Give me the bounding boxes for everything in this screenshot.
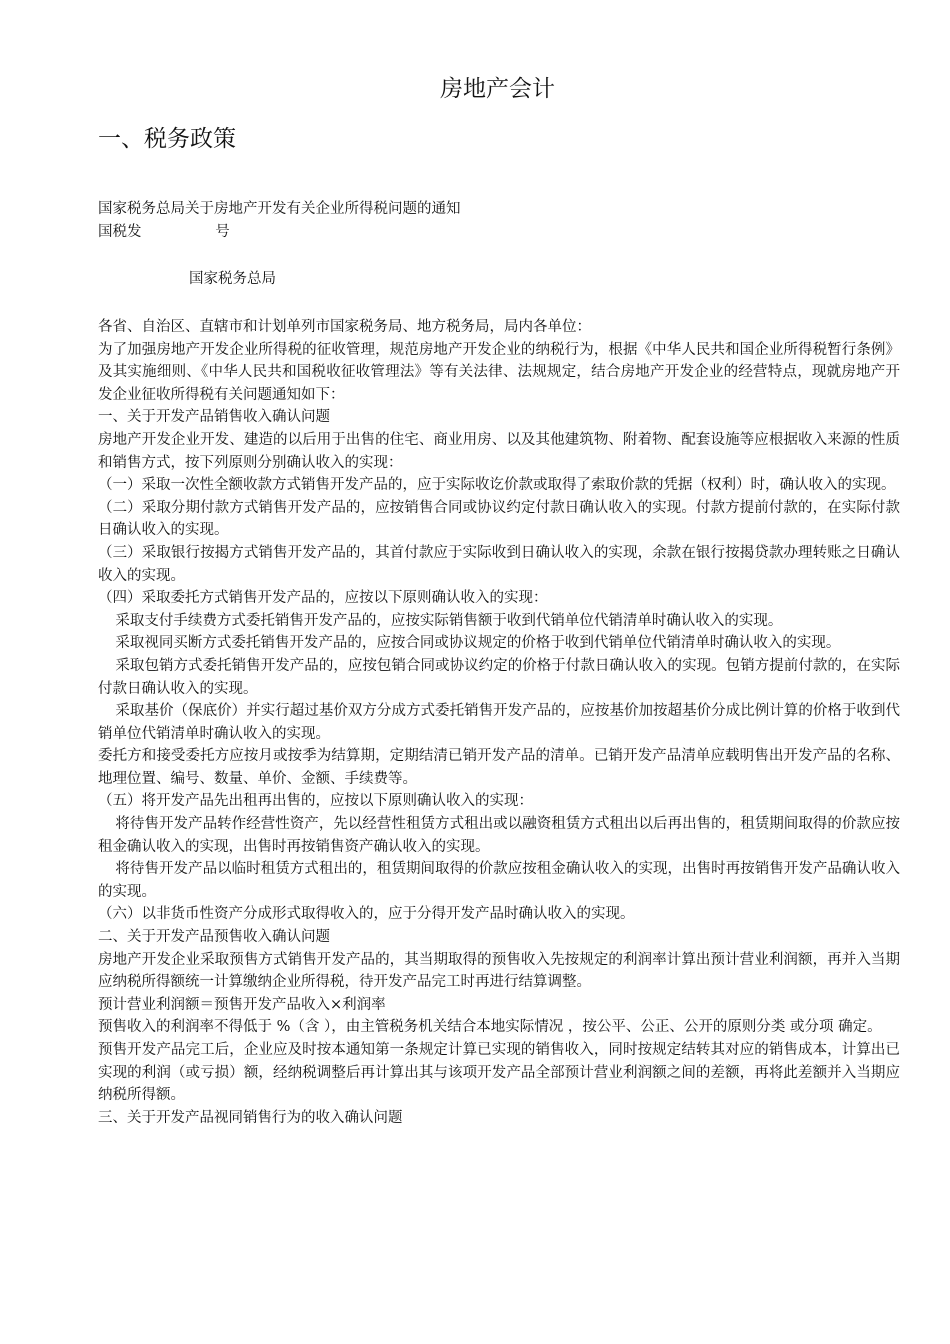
section-heading: 一、税务政策 (98, 126, 236, 152)
body-paragraph: 三、关于开发产品视同销售行为的收入确认问题 (98, 1109, 403, 1126)
notice-issuer: 国家税务总局 (189, 271, 276, 287)
body-paragraph: （二）采取分期付款方式销售开发产品的，应按销售合同或协议约定付款日确认收入的实现。付款方提前付款的，在实际付款日确认收入的实现。 (98, 499, 900, 539)
body-paragraph: 将待售开发产品以临时租赁方式租出的，租赁期间取得的价款应按租金确认收入的实现，出售时再按销售开发产品确认收入的实现。 (98, 861, 900, 900)
body-paragraph: 将待售开发产品转作经营性资产，先以经营性租赁方式租出或以融资租赁方式租出以后再出售的，租赁期间取得的价款应按租金确认收入的实现，出售时再按销售资产确认收入的实现。 (98, 816, 900, 855)
notice-title: 国家税务总局关于房地产开发有关企业所得税问题的通知 (98, 201, 461, 217)
body-paragraph: 二、关于开发产品预售收入确认问题 (98, 929, 330, 946)
body-paragraph: （三）采取银行按揭方式销售开发产品的，其首付款应于实际收到日确认收入的实现，余款在银行按揭贷款办理转账之日确认收入的实现。 (98, 544, 900, 584)
document-title: 房地产会计 (440, 76, 555, 102)
body-paragraph: 采取支付手续费方式委托销售开发产品的，应按实际销售额于收到代销单位代销清单时确认收入的实现。 (115, 612, 783, 629)
body-paragraph: 采取基价（保底价）并实行超过基价双方分成方式委托销售开发产品的，应按基价加按超基价分成比例计算的价格于收到代销单位代销清单时确认收入的实现。 (98, 703, 900, 742)
body-paragraph: 各省、自治区、直辖市和计划单列市国家税务局、地方税务局，局内各单位： (98, 319, 591, 335)
body-paragraph: 委托方和接受委托方应按月或按季为结算期，定期结清已销开发产品的清单。已销开发产品清单应载明售出开发产品的名称、地理位置、编号、数量、单价、金额、手续费等。 (98, 748, 900, 787)
body-paragraph: （四）采取委托方式销售开发产品的，应按以下原则确认收入的实现： (98, 590, 548, 607)
notice-header (98, 198, 900, 243)
body-paragraph: 预售收入的利润率不得低于 %（含 ），由主管税务机关结合本地实际情况 ，按公平、公正、公开的原则分类 或分项 确定。 (98, 1019, 882, 1036)
body-paragraph: 为了加强房地产开发企业所得税的征收管理，规范房地产开发企业的纳税行为，根据《中华人民共和国企业所得税暂行条例》及其实施细则、《中华人民共和国税收征收管理法》等有关法律、法规规定，结合房地产开发企业的经营特点，现就房地产开发企业征收所得税有关问题通知如下： (98, 341, 900, 403)
body-paragraph: （五）将开发产品先出租再出售的，应按以下原则确认收入的实现： (98, 793, 533, 810)
body-paragraph: 预售开发产品完工后，企业应及时按本通知第一条规定计算已实现的销售收入，同时按规定结转其对应的销售成本，计算出已实现的利润（或亏损）额，经纳税调整后再计算出其与该项开发产品全部预计营业利润额之间的差额，再将此差额并入当期应纳税所得额。 (98, 1042, 900, 1104)
body-paragraph: 采取包销方式委托销售开发产品的，应按包销合同或协议约定的价格于付款日确认收入的实现。包销方提前付款的，在实际付款日确认收入的实现。 (98, 657, 900, 697)
body-paragraph: 房地产开发企业开发、建造的以后用于出售的住宅、商业用房、以及其他建筑物、附着物、配套设施等应根据收入来源的性质和销售方式，按下列原则分别确认收入的实现： (98, 431, 900, 471)
document-body (98, 316, 900, 1129)
body-paragraph: 采取视同买断方式委托销售开发产品的，应按合同或协议规定的价格于收到代销单位代销清单时确认收入的实现。 (115, 635, 841, 652)
body-paragraph: 一、关于开发产品销售收入确认问题 (98, 409, 330, 426)
notice-number: 国税发 号 (98, 223, 230, 240)
body-paragraph: 预计营业利润额＝预售开发产品收入×利润率 (98, 996, 386, 1013)
body-paragraph: （六）以非货币性资产分成形式取得收入的，应于分得开发产品时确认收入的实现。 (98, 906, 635, 923)
body-paragraph: 房地产开发企业采取预售方式销售开发产品的，其当期取得的预售收入先按规定的利润率计算出预计营业利润额，再并入当期应纳税所得额统一计算缴纳企业所得税，待开发产品完工时再进行结算调整。 (98, 951, 900, 991)
body-paragraph: （一）采取一次性全额收款方式销售开发产品的，应于实际收讫价款或取得了索取价款的凭据（权利）时，确认收入的实现。 (98, 477, 896, 494)
